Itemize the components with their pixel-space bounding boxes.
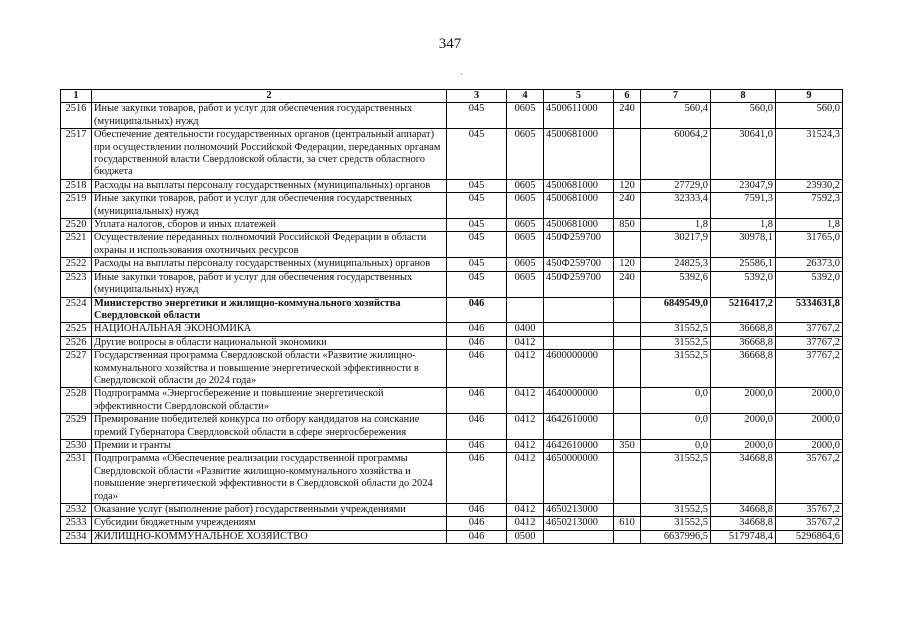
amount-2022-cell: 2000,0 — [711, 414, 776, 440]
expense-type-cell — [614, 129, 641, 180]
amount-2023-cell: 5392,0 — [776, 271, 843, 297]
amount-2023-cell: 1,8 — [776, 219, 843, 232]
table-row — [61, 323, 843, 336]
section-code-cell: 0412 — [507, 350, 544, 388]
section-code-cell: 0605 — [507, 193, 544, 219]
target-article-cell: 4642610000 — [544, 414, 614, 440]
expense-type-cell — [614, 232, 641, 258]
ministry-code-cell: 046 — [447, 530, 507, 543]
table-row — [61, 517, 843, 530]
target-article-cell: 4650213000 — [544, 504, 614, 517]
ministry-code-cell: 046 — [447, 336, 507, 349]
expense-type-cell — [614, 504, 641, 517]
expense-type-cell: 610 — [614, 517, 641, 530]
table-row — [61, 414, 843, 440]
amount-2021-cell: 0,0 — [641, 414, 711, 440]
expense-type-cell: 240 — [614, 193, 641, 219]
page-number: 347 — [438, 36, 462, 52]
row-number-cell: 2521 — [61, 232, 92, 258]
ministry-code-cell: 046 — [447, 504, 507, 517]
ministry-code-cell: 045 — [447, 193, 507, 219]
table-row — [61, 129, 843, 180]
amount-2022-cell: 560,0 — [711, 103, 776, 129]
table-row — [61, 388, 843, 414]
amount-2023-cell: 37767,2 — [776, 350, 843, 388]
amount-2023-cell: 35767,2 — [776, 517, 843, 530]
row-number-cell: 2525 — [61, 323, 92, 336]
amount-2021-cell: 1,8 — [641, 219, 711, 232]
table-row — [61, 179, 843, 192]
ministry-code-cell: 046 — [447, 439, 507, 452]
amount-2023-cell: 31765,0 — [776, 232, 843, 258]
expense-type-cell — [614, 323, 641, 336]
section-code-cell: 0605 — [507, 219, 544, 232]
row-number-cell: 2524 — [61, 297, 92, 323]
section-code-cell: 0412 — [507, 453, 544, 504]
expense-type-cell — [614, 388, 641, 414]
ministry-code-cell: 045 — [447, 179, 507, 192]
section-code-cell — [507, 297, 544, 323]
row-number-cell: 2523 — [61, 271, 92, 297]
amount-2023-cell: 26373,0 — [776, 258, 843, 271]
table-row — [61, 219, 843, 232]
table-row — [61, 439, 843, 452]
row-number-cell: 2517 — [61, 129, 92, 180]
amount-2023-cell: 560,0 — [776, 103, 843, 129]
amount-2022-cell: 5216417,2 — [711, 297, 776, 323]
section-code-cell: 0605 — [507, 271, 544, 297]
amount-2022-cell: 30641,0 — [711, 129, 776, 180]
col-header: 8 — [711, 90, 776, 103]
section-code-cell: 0400 — [507, 323, 544, 336]
row-number-cell: 2518 — [61, 179, 92, 192]
amount-2022-cell: 23047,9 — [711, 179, 776, 192]
description-cell: Государственная программа Свердловской области «Развитие жилищно-коммунального хозяйства и повышение энергетической эффективности в Свердловской области до 2024 года» — [92, 350, 447, 388]
table-row — [61, 103, 843, 129]
row-number-cell: 2534 — [61, 530, 92, 543]
amount-2023-cell: 37767,2 — [776, 336, 843, 349]
col-header: 6 — [614, 90, 641, 103]
expense-type-cell: 240 — [614, 103, 641, 129]
description-cell: НАЦИОНАЛЬНАЯ ЭКОНОМИКА — [92, 323, 447, 336]
amount-2021-cell: 31552,5 — [641, 350, 711, 388]
col-header: 9 — [776, 90, 843, 103]
expense-type-cell — [614, 530, 641, 543]
expense-type-cell — [614, 350, 641, 388]
row-number-cell: 2531 — [61, 453, 92, 504]
ministry-code-cell: 045 — [447, 271, 507, 297]
section-code-cell: 0605 — [507, 179, 544, 192]
table-header-row — [61, 90, 843, 103]
ministry-code-cell: 046 — [447, 453, 507, 504]
col-header: 2 — [92, 90, 447, 103]
ministry-code-cell: 045 — [447, 129, 507, 180]
amount-2021-cell: 6637996,5 — [641, 530, 711, 543]
row-number-cell: 2527 — [61, 350, 92, 388]
ministry-code-cell: 045 — [447, 219, 507, 232]
amount-2023-cell: 37767,2 — [776, 323, 843, 336]
expense-type-cell: 120 — [614, 179, 641, 192]
description-cell: Иные закупки товаров, работ и услуг для обеспечения государственных (муниципальных) нужд — [92, 103, 447, 129]
amount-2022-cell: 5392,0 — [711, 271, 776, 297]
ministry-code-cell: 046 — [447, 517, 507, 530]
amount-2023-cell: 7592,3 — [776, 193, 843, 219]
target-article-cell: 4650213000 — [544, 517, 614, 530]
description-cell: Иные закупки товаров, работ и услуг для обеспечения государственных (муниципальных) нужд — [92, 271, 447, 297]
amount-2023-cell: 5334631,8 — [776, 297, 843, 323]
expense-type-cell — [614, 336, 641, 349]
row-number-cell: 2526 — [61, 336, 92, 349]
amount-2021-cell: 24825,3 — [641, 258, 711, 271]
section-code-cell: 0605 — [507, 258, 544, 271]
target-article-cell — [544, 336, 614, 349]
table-row — [61, 271, 843, 297]
table-row — [61, 297, 843, 323]
target-article-cell: 4650000000 — [544, 453, 614, 504]
amount-2021-cell: 5392,6 — [641, 271, 711, 297]
section-code-cell: 0412 — [507, 439, 544, 452]
ministry-code-cell: 046 — [447, 414, 507, 440]
expense-type-cell — [614, 297, 641, 323]
target-article-cell: 450Ф259700 — [544, 258, 614, 271]
expense-type-cell: 350 — [614, 439, 641, 452]
amount-2022-cell: 2000,0 — [711, 388, 776, 414]
section-code-cell: 0605 — [507, 129, 544, 180]
amount-2021-cell: 31552,5 — [641, 453, 711, 504]
description-cell: Иные закупки товаров, работ и услуг для обеспечения государственных (муниципальных) нужд — [92, 193, 447, 219]
target-article-cell: 4500681000 — [544, 219, 614, 232]
target-article-cell — [544, 323, 614, 336]
amount-2022-cell: 5179748,4 — [711, 530, 776, 543]
amount-2023-cell: 2000,0 — [776, 439, 843, 452]
amount-2023-cell: 5296864,6 — [776, 530, 843, 543]
amount-2021-cell: 0,0 — [641, 388, 711, 414]
amount-2023-cell: 31524,3 — [776, 129, 843, 180]
amount-2023-cell: 35767,2 — [776, 504, 843, 517]
ministry-code-cell: 045 — [447, 232, 507, 258]
amount-2023-cell: 35767,2 — [776, 453, 843, 504]
table-row — [61, 336, 843, 349]
section-code-cell: 0605 — [507, 103, 544, 129]
description-cell: Министерство энергетики и жилищно-коммунального хозяйства Свердловской области — [92, 297, 447, 323]
section-code-cell: 0412 — [507, 388, 544, 414]
target-article-cell: 4500681000 — [544, 193, 614, 219]
amount-2022-cell: 1,8 — [711, 219, 776, 232]
expense-type-cell: 850 — [614, 219, 641, 232]
amount-2022-cell: 36668,8 — [711, 323, 776, 336]
description-cell: Субсидии бюджетным учреждениям — [92, 517, 447, 530]
row-number-cell: 2520 — [61, 219, 92, 232]
amount-2021-cell: 560,4 — [641, 103, 711, 129]
row-number-cell: 2522 — [61, 258, 92, 271]
amount-2021-cell: 6849549,0 — [641, 297, 711, 323]
description-cell: Уплата налогов, сборов и иных платежей — [92, 219, 447, 232]
description-cell: ЖИЛИЩНО-КОММУНАЛЬНОЕ ХОЗЯЙСТВО — [92, 530, 447, 543]
ministry-code-cell: 046 — [447, 388, 507, 414]
section-code-cell: 0412 — [507, 414, 544, 440]
amount-2021-cell: 31552,5 — [641, 504, 711, 517]
amount-2022-cell: 36668,8 — [711, 336, 776, 349]
description-cell: Расходы на выплаты персоналу государственных (муниципальных) органов — [92, 258, 447, 271]
target-article-cell: 4500681000 — [544, 129, 614, 180]
amount-2022-cell: 34668,8 — [711, 517, 776, 530]
amount-2021-cell: 31552,5 — [641, 336, 711, 349]
expense-type-cell: 240 — [614, 271, 641, 297]
amount-2021-cell: 0,0 — [641, 439, 711, 452]
col-header: 5 — [544, 90, 614, 103]
target-article-cell: 4642610000 — [544, 439, 614, 452]
table-row — [61, 193, 843, 219]
target-article-cell: 450Ф259700 — [544, 232, 614, 258]
amount-2022-cell: 36668,8 — [711, 350, 776, 388]
description-cell: Обеспечение деятельности государственных органов (центральный аппарат) при осуществлении полномочий Российской Федерации, переданных органам государственной власти Свердловской области, за счет средств областного бюджета — [92, 129, 447, 180]
amount-2023-cell: 2000,0 — [776, 388, 843, 414]
amount-2022-cell: 2000,0 — [711, 439, 776, 452]
amount-2021-cell: 31552,5 — [641, 517, 711, 530]
description-cell: Подпрограмма «Энергосбережение и повышение энергетической эффективности Свердловской области» — [92, 388, 447, 414]
description-cell: Премирование победителей конкурса по отбору кандидатов на соискание премий Губернатора Свердловской области в сфере энергосбережения — [92, 414, 447, 440]
description-cell: Расходы на выплаты персоналу государственных (муниципальных) органов — [92, 179, 447, 192]
target-article-cell: 450Ф259700 — [544, 271, 614, 297]
row-number-cell: 2533 — [61, 517, 92, 530]
amount-2022-cell: 7591,3 — [711, 193, 776, 219]
row-number-cell: 2532 — [61, 504, 92, 517]
row-number-cell: 2529 — [61, 414, 92, 440]
table-row — [61, 232, 843, 258]
col-header: 1 — [61, 90, 92, 103]
target-article-cell: 4600000000 — [544, 350, 614, 388]
description-cell: Другие вопросы в области национальной экономики — [92, 336, 447, 349]
row-number-cell: 2530 — [61, 439, 92, 452]
amount-2023-cell: 2000,0 — [776, 414, 843, 440]
amount-2022-cell: 34668,8 — [711, 453, 776, 504]
target-article-cell — [544, 297, 614, 323]
amount-2023-cell: 23930,2 — [776, 179, 843, 192]
description-cell: Премии и гранты — [92, 439, 447, 452]
amount-2021-cell: 27729,0 — [641, 179, 711, 192]
expense-type-cell — [614, 453, 641, 504]
section-code-cell: 0412 — [507, 504, 544, 517]
budget-table — [60, 89, 843, 544]
target-article-cell: 4640000000 — [544, 388, 614, 414]
col-header: 4 — [507, 90, 544, 103]
amount-2022-cell: 34668,8 — [711, 504, 776, 517]
amount-2021-cell: 31552,5 — [641, 323, 711, 336]
ministry-code-cell: 045 — [447, 103, 507, 129]
section-code-cell: 0605 — [507, 232, 544, 258]
table-row — [61, 530, 843, 543]
ministry-code-cell: 046 — [447, 323, 507, 336]
amount-2022-cell: 25586,1 — [711, 258, 776, 271]
description-cell: Оказание услуг (выполнение работ) государственными учреждениями — [92, 504, 447, 517]
table-row — [61, 453, 843, 504]
row-number-cell: 2519 — [61, 193, 92, 219]
amount-2022-cell: 30978,1 — [711, 232, 776, 258]
table-row — [61, 350, 843, 388]
expense-type-cell: 120 — [614, 258, 641, 271]
target-article-cell — [544, 530, 614, 543]
section-code-cell: 0500 — [507, 530, 544, 543]
section-code-cell: 0412 — [507, 336, 544, 349]
description-cell: Подпрограмма «Обеспечение реализации государственной программы Свердловской области «Развитие жилищно-коммунального хозяйства и повышение энергетической эффективности в Свердловской области до 2024 года» — [92, 453, 447, 504]
speck-dot: · — [460, 70, 463, 79]
row-number-cell: 2516 — [61, 103, 92, 129]
col-header: 3 — [447, 90, 507, 103]
expense-type-cell — [614, 414, 641, 440]
ministry-code-cell: 046 — [447, 297, 507, 323]
ministry-code-cell: 045 — [447, 258, 507, 271]
description-cell: Осуществление переданных полномочий Российской Федерации в области охраны и использования охотничьих ресурсов — [92, 232, 447, 258]
table-row — [61, 258, 843, 271]
target-article-cell: 4500681000 — [544, 179, 614, 192]
amount-2021-cell: 32333,4 — [641, 193, 711, 219]
table-row — [61, 504, 843, 517]
amount-2021-cell: 60064,2 — [641, 129, 711, 180]
ministry-code-cell: 046 — [447, 350, 507, 388]
section-code-cell: 0412 — [507, 517, 544, 530]
amount-2021-cell: 30217,9 — [641, 232, 711, 258]
target-article-cell: 4500611000 — [544, 103, 614, 129]
col-header: 7 — [641, 90, 711, 103]
row-number-cell: 2528 — [61, 388, 92, 414]
